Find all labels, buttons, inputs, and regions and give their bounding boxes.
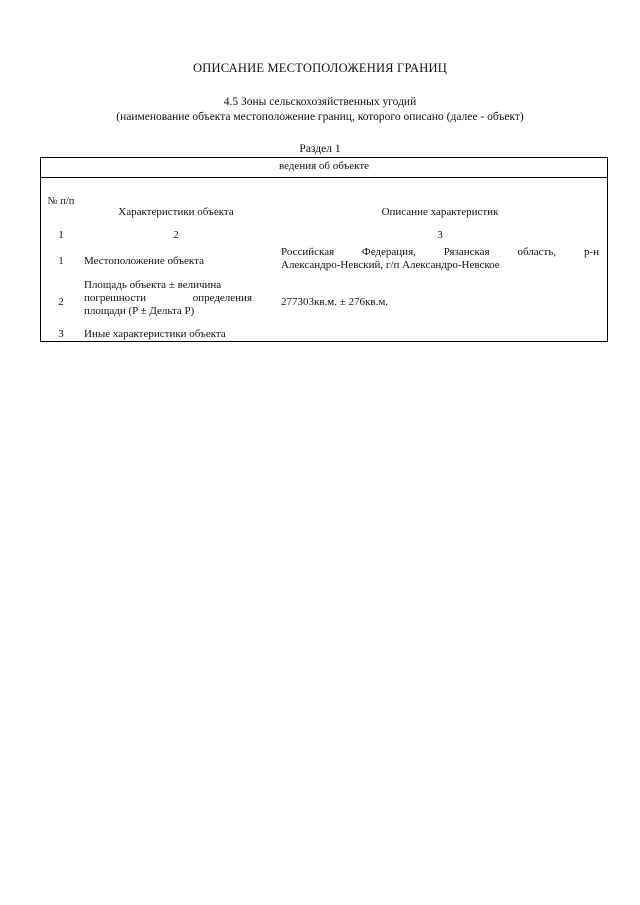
part-label: Раздел 1: [299, 143, 341, 155]
header-description: Описание характеристик: [381, 206, 499, 218]
row-1-characteristic: Местоположение объекта: [84, 255, 204, 267]
column-number-3: 3: [437, 229, 443, 241]
row-1-description-line-1: Российская Федерация, Рязанская область, р-н: [281, 246, 599, 258]
table-caption: ведения об объекте: [278, 160, 370, 172]
section-note: (наименование объекта местоположение границ, которого описано (далее - объект): [116, 111, 524, 123]
row-1-number: 1: [58, 255, 64, 267]
header-number: № п/п: [47, 196, 75, 207]
row-2-characteristic-line-3: площади (P ± Дельта P): [84, 305, 195, 317]
section-name: 4.5 Зоны сельскохозяйственных угодий: [223, 96, 417, 108]
row-2-description: 277303кв.м. ± 276кв.м.: [281, 296, 389, 308]
row-1-description: [281, 246, 599, 272]
header-characteristic: Характеристики объекта: [118, 206, 234, 218]
document-title: ОПИСАНИЕ МЕСТОПОЛОЖЕНИЯ ГРАНИЦ: [193, 61, 447, 75]
object-info-table: [40, 157, 608, 342]
column-number-2: 2: [173, 229, 179, 241]
row-2-characteristic-line-1: Площадь объекта ± величина: [84, 279, 222, 291]
row-2-characteristic: [84, 279, 252, 318]
row-3-characteristic: Иные характеристики объекта: [84, 328, 226, 340]
caption-divider: [41, 177, 607, 178]
column-number-1: 1: [58, 229, 64, 241]
row-2-number: 2: [58, 296, 64, 308]
row-2-characteristic-line-2: погрешности определения: [84, 292, 252, 304]
row-3-number: 3: [58, 328, 64, 340]
row-1-description-line-2: Александро-Невский, г/п Александро-Невское: [281, 259, 500, 271]
